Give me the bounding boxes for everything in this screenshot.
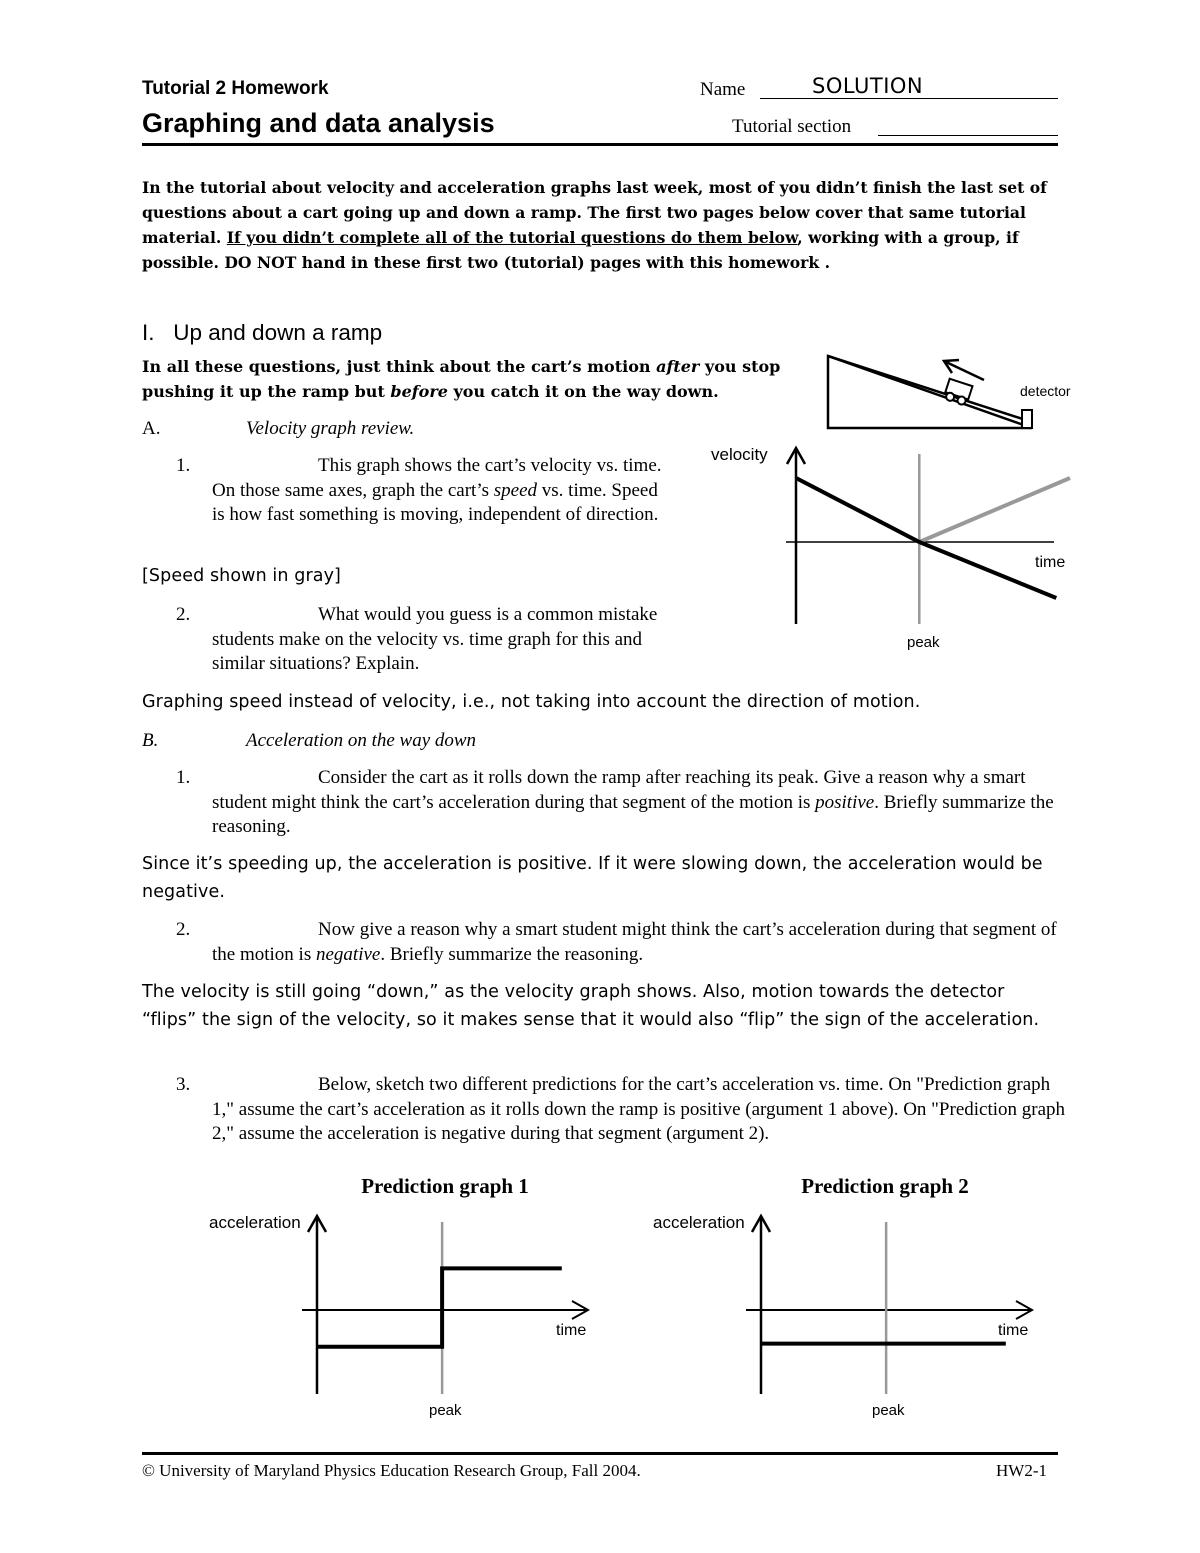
- ramp-diagram: [820, 346, 1090, 438]
- part-a-label: A.: [142, 418, 161, 439]
- detector-icon: [1022, 410, 1032, 428]
- b-q2-text-b: . Briefly summarize the reasoning.: [380, 943, 644, 965]
- section-label: Tutorial section: [732, 116, 852, 137]
- part-b-q1-number: 1.: [176, 767, 191, 788]
- b-q1-positive: positive: [815, 791, 875, 813]
- part-a-q1-answer: [Speed shown in gray]: [142, 566, 341, 586]
- header-rule: [142, 143, 1058, 146]
- x-axis-label: time: [1035, 554, 1066, 571]
- motion-arrow-icon: [944, 360, 984, 380]
- prediction-graph-2: [644, 1206, 1044, 1428]
- part-b-q1-answer: Since it’s speeding up, the acceleration is positive. If it were slowing down, the acceleration would be negative.: [142, 854, 1043, 902]
- section-lead: [142, 354, 802, 404]
- footer-copyright: © University of Maryland Physics Education Research Group, Fall 2004.: [142, 1461, 641, 1480]
- detector-label: detector: [1020, 383, 1071, 399]
- name-value: SOLUTION: [812, 74, 924, 98]
- prediction-graph-1-title: Prediction graph 1: [361, 1174, 529, 1198]
- part-b-title: Acceleration on the way down: [246, 730, 477, 751]
- intro-paragraph: [142, 175, 1062, 275]
- y-axis-label: acceleration: [653, 1213, 745, 1232]
- section-underline: [878, 135, 1058, 136]
- x-axis-label: time: [556, 1322, 587, 1339]
- part-b-q1-text: [212, 766, 1072, 840]
- x-axis-label: time: [998, 1322, 1029, 1339]
- intro-text-underlined: If you didn’t complete all of the tutorial questions do them below: [226, 228, 798, 247]
- part-b-q2-answer: The velocity is still going “down,” as the velocity graph shows. Also, motion towards the detector “flips” the sign of the velocity, so it makes sense that it would also “flip” the sign of the acceleration.: [142, 982, 1040, 1030]
- peak-label: peak: [429, 1402, 462, 1419]
- b-q1-text-b: . Briefly summarize the reasoning.: [212, 791, 1054, 837]
- part-a-q2-number: 2.: [176, 604, 191, 625]
- intro-text-after: , working with a group, if possible. DO NOT hand in these first two (tutorial) pages with this homework .: [142, 228, 1019, 272]
- lead-part-3: you catch it on the way down.: [447, 382, 719, 401]
- intro-text-before: In the tutorial about velocity and acceleration graphs last week, most of you didn’t finish the last set of questions about a cart going up and down a ramp. The first two pages below cover that same tutorial material.: [142, 178, 1047, 247]
- q1-text-b: vs. time. Speed is how fast something is moving, independent of direction.: [212, 479, 659, 525]
- b-q3-text: Below, sketch two different predictions for the cart’s acceleration vs. time. On "Prediction graph 1," assume the cart’s acceleration as it rolls down the ramp is positive (argument 1 above). On "Prediction graph 2," assume the acceleration is negative during that segment (argument 2).: [212, 1074, 1066, 1144]
- part-a-q1-text: [212, 454, 672, 528]
- name-label: Name: [700, 79, 746, 100]
- b-q1-text-a: Consider the cart as it rolls down the ramp after reaching its peak. Give a reason why a smart student might think the cart’s acceleration during that segment of the motion is: [212, 767, 1026, 813]
- section-heading: I. Up and down a ramp: [142, 320, 383, 345]
- part-a-q2-text: [212, 603, 682, 677]
- part-b-q2-number: 2.: [176, 919, 191, 940]
- b-q2-text-a: Now give a reason why a smart student might think the cart’s acceleration during that segment of the motion is: [212, 919, 1057, 965]
- prediction-graph-2-title: Prediction graph 2: [801, 1174, 969, 1198]
- q1-text-a: This graph shows the cart’s velocity vs. time. On those same axes, graph the cart’s: [212, 455, 662, 501]
- lead-part-2: you stop pushing it up the ramp but: [142, 357, 781, 401]
- lead-part-1: In all these questions, just think about the cart’s motion: [142, 357, 657, 376]
- y-axis-label: acceleration: [209, 1213, 301, 1232]
- q1-speed: speed: [493, 479, 538, 501]
- part-a-q2-answer: Graphing speed instead of velocity, i.e., not taking into account the direction of motion.: [142, 692, 921, 712]
- prediction-graph-1: [200, 1206, 600, 1428]
- acceleration-series-line: [317, 1268, 562, 1346]
- footer-rule: [142, 1452, 1058, 1455]
- name-underline: [760, 98, 1058, 99]
- peak-label: peak: [872, 1402, 905, 1419]
- part-b-q3-text: [212, 1073, 1072, 1147]
- part-b-q3-number: 3.: [176, 1074, 191, 1095]
- part-b-q2-text: [212, 918, 1072, 967]
- part-a-q1-number: 1.: [176, 455, 191, 476]
- part-a-title: Velocity graph review.: [246, 418, 415, 439]
- y-axis-label: velocity: [711, 445, 768, 464]
- peak-label: peak: [907, 634, 940, 651]
- footer-page-number: HW2-1: [996, 1461, 1047, 1480]
- q2-text: What would you guess is a common mistake students make on the velocity vs. time graph for this and similar situations? Explain.: [212, 604, 658, 674]
- velocity-chart: [700, 438, 1080, 656]
- lead-after: after: [656, 357, 700, 376]
- speed-series-line: [796, 478, 1070, 542]
- page-title: Graphing and data analysis: [142, 108, 495, 138]
- lead-before: before: [390, 382, 448, 401]
- course-label: Tutorial 2 Homework: [142, 78, 329, 99]
- part-b-label: B.: [142, 730, 159, 751]
- b-q2-negative: negative: [315, 943, 381, 965]
- ramp-surface: [828, 356, 1032, 422]
